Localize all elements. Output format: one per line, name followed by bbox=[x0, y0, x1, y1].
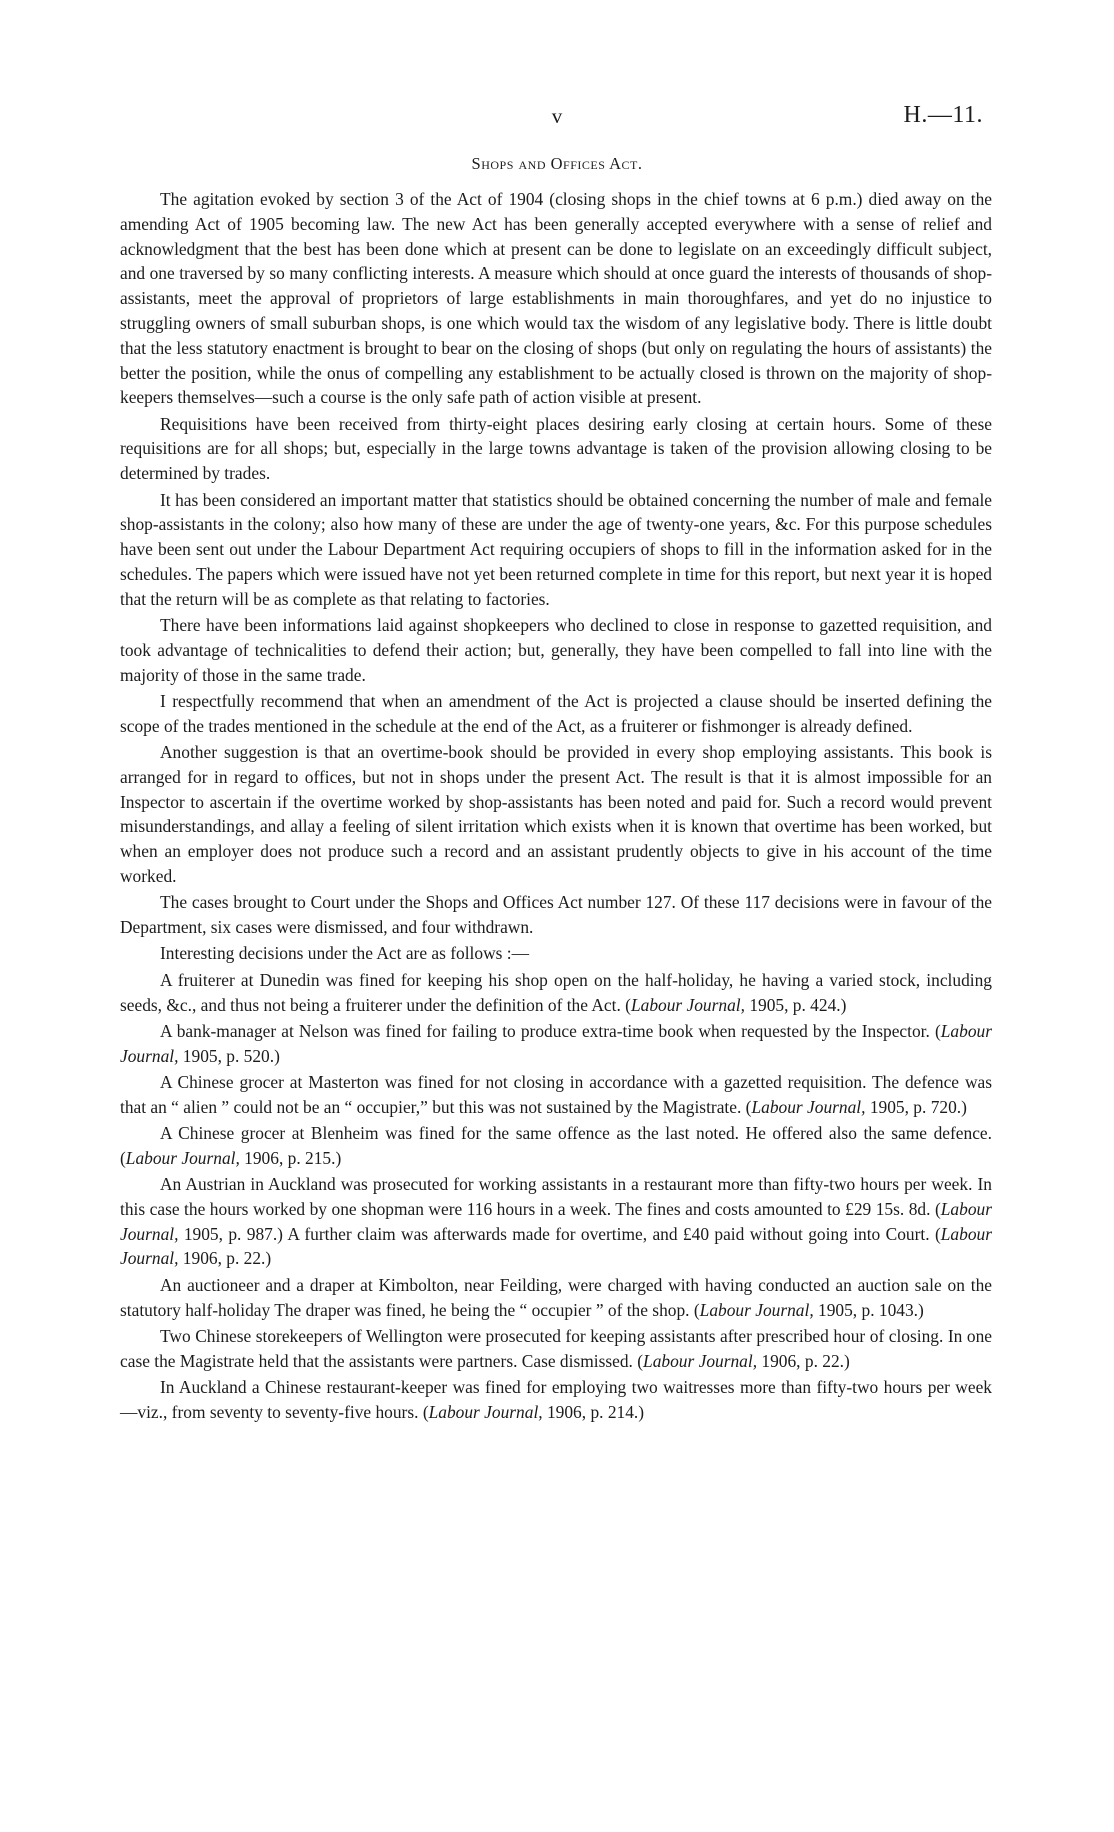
paragraph bbox=[120, 412, 992, 486]
citation-text: Labour Journal, bbox=[120, 1020, 992, 1066]
paragraph-text: Two Chinese storekeepers of Wellington were prosecuted for keeping assistants after prescribed hour of closing. In one case the Magistrate held that the assistants were partners. Case dismissed. ( bbox=[120, 1325, 992, 1371]
paragraph-text: 1906, p. 215.) bbox=[239, 1147, 342, 1168]
paragraph bbox=[120, 740, 992, 889]
paragraph-text: 1905, p. 424.) bbox=[744, 994, 847, 1015]
paragraph bbox=[120, 613, 992, 687]
paragraph-text: There have been informations laid against shopkeepers who declined to close in response to gazetted requisition, and took advantage of technicalities to defend their action; but, generally, they have been compelled to fall into line with the majority of those in the same trade. bbox=[120, 615, 992, 685]
paragraph bbox=[120, 1375, 992, 1425]
page-number: v bbox=[551, 104, 563, 128]
citation-text: Labour Journal, bbox=[630, 994, 745, 1015]
citation-text: Labour Journal, bbox=[751, 1096, 866, 1117]
paragraph bbox=[120, 1324, 992, 1374]
paragraph bbox=[120, 1070, 992, 1120]
citation-text: Labour Journal, bbox=[428, 1401, 543, 1422]
paragraph-text: 1906, p. 22.) bbox=[757, 1350, 850, 1371]
paragraph-text: A bank-manager at Nelson was fined for failing to produce extra-time book when requested by the Inspector. ( bbox=[160, 1020, 941, 1041]
paragraph bbox=[120, 890, 992, 940]
paragraph-text: A fruiterer at Dunedin was fined for keeping his shop open on the half-holiday, he having a varied stock, including seeds, &c., and thus not being a fruiterer under the definition of the Act. ( bbox=[120, 969, 992, 1015]
paragraph-text: The cases brought to Court under the Shops and Offices Act number 127. Of these 117 decisions were in favour of the Department, six cases were dismissed, and four withdrawn. bbox=[120, 892, 992, 938]
paragraph bbox=[120, 488, 992, 612]
paragraph-text: I respectfully recommend that when an amendment of the Act is projected a clause should be inserted defining the scope of the trades mentioned in the schedule at the end of the Act, as a fruiterer or fishmonger is already defined. bbox=[120, 690, 992, 736]
paragraph-text: A Chinese grocer at Blenheim was fined for the same offence as the last noted. He offered also the same defence. ( bbox=[120, 1122, 992, 1168]
paragraph bbox=[120, 941, 992, 966]
paragraph bbox=[120, 1121, 992, 1171]
paragraph-text: A Chinese grocer at Masterton was fined for not closing in accordance with a gazetted requisition. The defence was that an “ alien ” could not be an “ occupier,” but this was not sustained by the Magistrate. ( bbox=[120, 1071, 992, 1117]
paragraph-text: An Austrian in Auckland was prosecuted for working assistants in a restaurant more than fifty-two hours per week. In this case the hours worked by one shopman were 116 hours in a week. The fines and costs amounted to £29 15s. 8d. ( bbox=[120, 1174, 992, 1219]
paragraph bbox=[120, 1273, 992, 1323]
body-text bbox=[120, 187, 992, 1425]
citation-text: Labour Journal, bbox=[120, 1223, 992, 1269]
paragraph-text: An auctioneer and a draper at Kimbolton, near Feilding, were charged with having conducted an auction sale on the statutory half-holiday The draper was fined, he being the “ occupier ” of the shop. ( bbox=[120, 1274, 992, 1320]
paragraph-text: 1906, p. 214.) bbox=[542, 1401, 645, 1422]
paragraph bbox=[120, 968, 992, 1018]
paragraph bbox=[120, 187, 992, 410]
paragraph-text: 1905, p. 520.) bbox=[178, 1045, 280, 1066]
citation-text: Labour Journal, bbox=[125, 1147, 240, 1168]
citation-text: Labour Journal, bbox=[120, 1198, 992, 1244]
paragraph-text: 1905, p. 987.) A further claim was afterwards made for overtime, and £40 paid without going into Court. ( bbox=[178, 1223, 941, 1244]
paragraph-text: Another suggestion is that an overtime-book should be provided in every shop employing assistants. This book is arranged for in regard to offices, but not in shops under the present Act. The result is that it is almost impossible for an Inspector to ascertain if the overtime worked by shop-assistants has been noted and paid for. Such a record would prevent misunderstandings, and allay a feeling of silent irritation which exists when it is known that overtime has been worked, but when an employer does not produce such a record and an assistant prudently objects to give in his account of the time worked. bbox=[120, 742, 992, 887]
paragraph bbox=[120, 1172, 992, 1271]
paragraph-text: In Auckland a Chinese restaurant-keeper was fined for employing two waitresses more than fifty-two hours per week—viz., from seventy to seventy-five hours. ( bbox=[120, 1376, 992, 1422]
document-reference: H.—11. bbox=[903, 102, 983, 128]
paragraph-text: The agitation evoked by section 3 of the Act of 1904 (closing shops in the chief towns at 6 p.m.) died away on the amending Act of 1905 becoming law. The new Act has been generally accepted everywhere with a sense of relief and acknowledgment that the best has been done which at present can be done to legislate on an exceedingly difficult subject, and one traversed by so many conflicting interests. A measure which should at once guard the interests of thousands of shop-assistants, meet the approval of proprietors of large establishments in main thoroughfares, and yet do no injustice to struggling owners of small suburban shops, is one which would tax the wisdom of any legislative body. There is little doubt that the less statutory enactment is brought to bear on the closing of shops (but only on regulating the hours of assistants) the better the position, while the onus of compelling any establishment to be actually closed is thrown on the majority of shop-keepers themselves—such a course is the only safe path of action visible at present. bbox=[120, 189, 992, 408]
citation-text: Labour Journal, bbox=[643, 1350, 758, 1371]
paragraph-text: Interesting decisions under the Act are as follows :— bbox=[160, 943, 529, 964]
paragraph-text: Requisitions have been received from thirty-eight places desiring early closing at certain hours. Some of these requisitions are for all shops; but, especially in the large towns advantage is taken of the provision allowing closing to be determined by trades. bbox=[120, 413, 992, 484]
paragraph-text: 1905, p. 1043.) bbox=[813, 1299, 924, 1320]
paragraph bbox=[120, 1019, 992, 1069]
paragraph-text: 1906, p. 22.) bbox=[178, 1248, 272, 1269]
paragraph-text: It has been considered an important matter that statistics should be obtained concerning the number of male and female shop-assistants in the colony; also how many of these are under the age of twenty-one years, &c. For this purpose schedules have been sent out under the Labour Department Act requiring occupiers of shops to fill in the information asked for in the schedules. The papers which were issued have not yet been returned complete in time for this report, but next year it is hoped that the return will be as complete as that relating to factories. bbox=[120, 489, 992, 609]
citation-text: Labour Journal, bbox=[699, 1299, 814, 1320]
paragraph-text: 1905, p. 720.) bbox=[865, 1096, 967, 1117]
section-heading: Shops and Offices Act. bbox=[471, 154, 643, 173]
paragraph bbox=[120, 689, 992, 739]
